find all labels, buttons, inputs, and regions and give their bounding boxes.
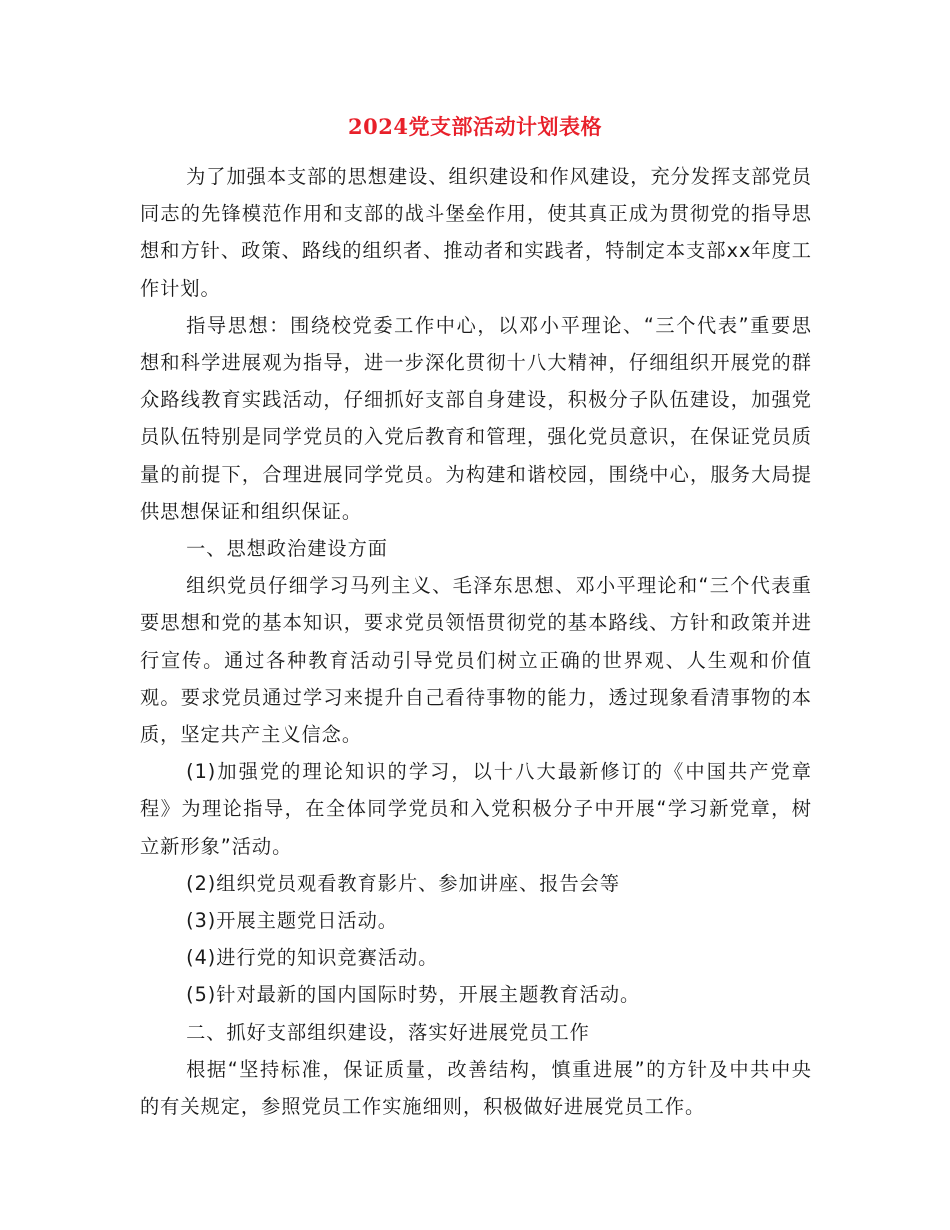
list-item-4: (4)进行党的知识竞赛活动。 [186, 946, 439, 970]
list-item-1: (1)加强党的理论知识的学习，以十八大最新修订的《中国共产党章程》为理论指导，在全体同学党员和入党积极分子中开展“学习新党章，树立新形象”活动。 [140, 760, 812, 858]
section-heading-1: 一、思想政治建设方面 [186, 537, 388, 561]
section-heading-2: 二、抓好支部组织建设，落实好进展党员工作 [186, 1020, 590, 1044]
document-body [140, 158, 812, 1125]
paragraph-intro: 为了加强本支部的思想建设、组织建设和作风建设，充分发挥支部党员同志的先锋模范作用和支部的战斗堡垒作用，使其真正成为贯彻党的指导思想和方针、政策、路线的组织者、推动者和实践者，特制定本支部xx年度工作计划。 [140, 165, 812, 300]
paragraph-guiding-ideology: 指导思想：围绕校党委工作中心，以邓小平理论、“三个代表”重要思想和科学进展观为指导，进一步深化贯彻十八大精神，仔细组织开展党的群众路线教育实践活动，仔细抓好支部自身建设，积极分子队伍建设，加强党员队伍特别是同学党员的入党后教育和管理，强化党员意识，在保证党员质量的前提下，合理进展同学党员。为构建和谐校园，围绕中心，服务大局提供思想保证和组织保证。 [140, 313, 812, 523]
document-title: 2024党支部活动计划表格 [348, 114, 602, 139]
list-item-3: (3)开展主题党日活动。 [186, 909, 398, 933]
list-item-5: (5)针对最新的国内国际时势，开展主题教育活动。 [186, 983, 641, 1007]
paragraph-political-study: 组织党员仔细学习马列主义、毛泽东思想、邓小平理论和“三个代表重要思想和党的基本知识，要求党员领悟贯彻党的基本路线、方针和政策并进行宣传。通过各种教育活动引导党员们树立正确的世界观、人生观和价值观。要求党员通过学习来提升自己看待事物的能力，透过现象看清事物的本质，坚定共产主义信念。 [140, 574, 812, 747]
list-item-2: (2)组织党员观看教育影片、参加讲座、报告会等 [186, 871, 621, 895]
paragraph-member-development: 根据“坚持标准，保证质量，改善结构，慎重进展”的方针及中共中央的有关规定，参照党员工作实施细则，积极做好进展党员工作。 [140, 1057, 812, 1119]
